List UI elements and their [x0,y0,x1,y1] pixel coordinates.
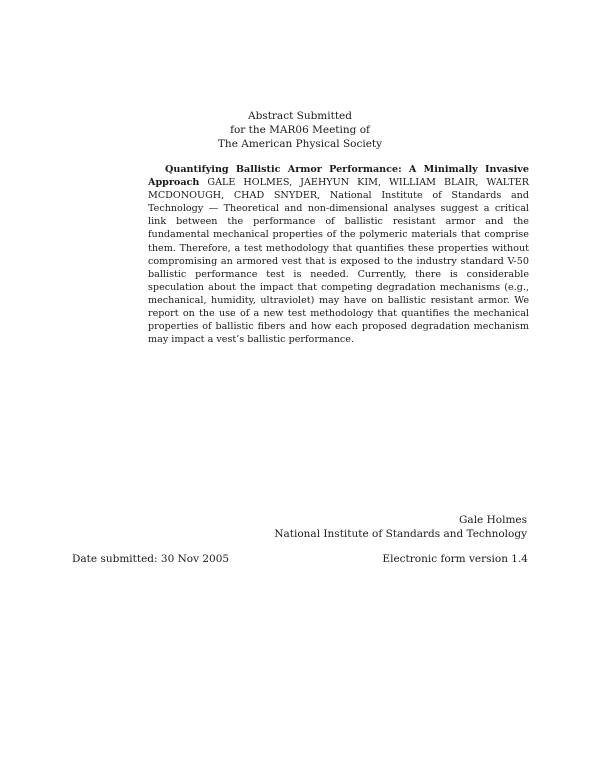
abstract-authors: GALE HOLMES, JAEHYUN KIM, WILLIAM BLAIR, WALTER MCDONOUGH, CHAD SNYDER, [148,177,529,202]
abstract-affiliation: National Institute of Standards and Technology — [148,190,529,215]
signature-block [274,513,527,541]
header-line-meeting: for the MAR06 Meeting of [230,124,370,136]
form-version: Electronic form version 1.4 [382,553,528,565]
date-submitted: Date submitted: 30 Nov 2005 [72,553,230,565]
signature-institution: National Institute of Standards and Technology [274,528,527,540]
submission-header [0,109,600,151]
header-line-society: The American Physical Society [217,138,383,150]
signature-name: Gale Holmes [459,514,527,526]
abstract-title: Quantifying Ballistic Armor Performance: A Minimally Invasive Approach [148,164,529,189]
header-line-abstract-submitted: Abstract Submitted [248,110,352,122]
abstract-body: Theoretical and non-dimensional analyses suggest a critical link between the performance of ballistic resistant armor and the fundamental mechanical properties of the polymeric materials that comprise them. Therefore, a test methodology that quantifies these properties without compromising an armored vest that is exposed to the industry standard V-50 ballistic performance test is needed. Currently, there is considerable speculation about the impact that competing degradation mechanisms (e.g., mechanical, humidity, ultraviolet) may have on ballistic resistant armor. We report on the use of a new test methodology that quantifies the mechanical properties of ballistic fibers and how each proposed degradation mechanism may impact a vest’s ballistic performance. [148,203,529,346]
abstract-paragraph [148,163,529,346]
